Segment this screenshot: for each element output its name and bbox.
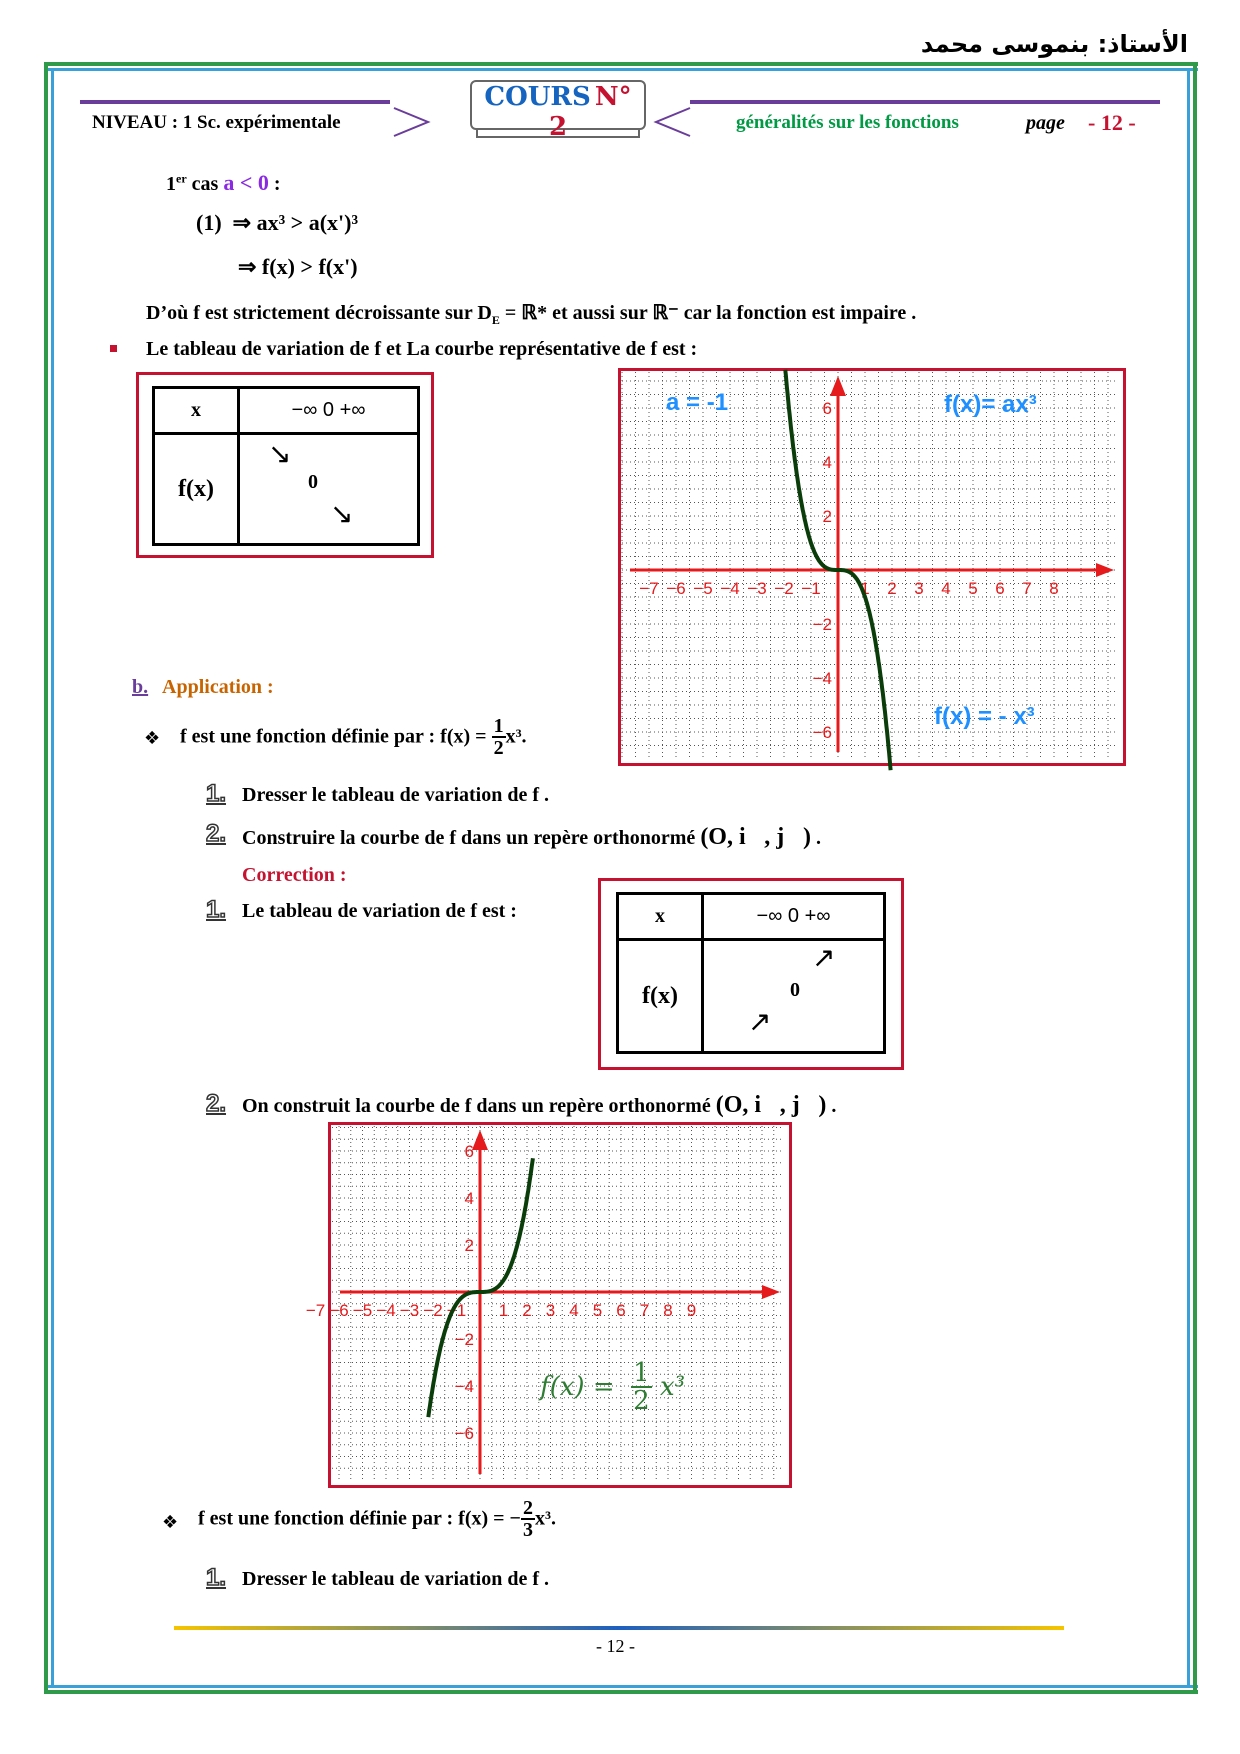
x-tick-label: −1 xyxy=(446,1301,467,1320)
table2-range: −∞ 0 +∞ xyxy=(703,894,885,940)
case-line1 xyxy=(196,210,358,236)
x-tick-label: −7 xyxy=(639,579,659,598)
x-tick-label: 1 xyxy=(498,1301,509,1320)
x-tick-label: 4 xyxy=(941,579,951,598)
table2-fx-label: f(x) xyxy=(618,940,703,1053)
correction-title: Correction : xyxy=(242,864,347,886)
footer-page-number: - 12 - xyxy=(596,1636,635,1656)
x-tick-label: 7 xyxy=(639,1301,650,1320)
c1-number: 1. xyxy=(206,896,227,923)
case-label-sup: er xyxy=(176,171,187,186)
x-axis-arrow xyxy=(1096,563,1114,577)
left-border-blue xyxy=(51,68,54,1688)
table1-range: −∞ 0 +∞ xyxy=(239,388,419,434)
y-tick-label: 2 xyxy=(822,507,832,526)
x-tick-label: −5 xyxy=(352,1301,373,1320)
graph1-plot xyxy=(622,372,1118,758)
y-tick-label: −4 xyxy=(812,669,832,688)
header-bar-left xyxy=(80,100,390,104)
item1-text: f est une fonction définie par : f(x) = xyxy=(180,725,492,748)
left-border-green xyxy=(44,62,48,1694)
table1 xyxy=(152,386,420,546)
table2 xyxy=(616,892,886,1054)
y-tick-label: 6 xyxy=(822,399,832,418)
teacher-name: الأستاذ: بنموسى محمد xyxy=(920,30,1188,58)
y-tick-label: 4 xyxy=(464,1189,474,1208)
header-arrow-left xyxy=(392,102,432,142)
graph1-label-curve: f(x) = - x³ xyxy=(934,703,1035,730)
header-arrow-right xyxy=(652,102,692,142)
x-tick-label: 2 xyxy=(887,579,897,598)
intro-bullet-text: Le tableau de variation de f et La courbe représentative de f est : xyxy=(146,338,698,360)
q2-text: Construire la courbe de f dans un repère orthonormé xyxy=(242,827,701,849)
q1-text: Dresser le tableau de variation de f . xyxy=(242,784,550,806)
conclusion-text-c: et aussi sur ℝ⁻ car la fonction est impaire . xyxy=(552,302,917,324)
table1-arrow-bottom: ↘ xyxy=(330,499,354,530)
q2-dot: . xyxy=(810,827,821,849)
case-label-num: 1 xyxy=(166,173,176,195)
table2-x-label: x xyxy=(618,894,703,940)
q2-repere: (O, i⃗, j⃗) xyxy=(700,824,811,850)
x-tick-label: 1 xyxy=(860,579,870,598)
x-tick-label: 7 xyxy=(1022,579,1032,598)
conclusion-sub: E xyxy=(491,313,500,327)
top-border-green xyxy=(44,62,1198,66)
diamond-bullet-1: ❖ xyxy=(144,728,161,749)
diamond-bullet-2: ❖ xyxy=(162,1512,179,1533)
y-tick-label: −6 xyxy=(454,1424,474,1443)
q1-number: 1. xyxy=(206,780,227,807)
item2-definition xyxy=(198,1498,556,1540)
y-tick-label: −2 xyxy=(454,1330,474,1349)
graph1-label-fx: f(x)= ax³ xyxy=(944,391,1037,418)
y-tick-label: −6 xyxy=(812,723,832,742)
y-tick-label: 4 xyxy=(822,453,832,472)
page-number-header: - 12 - xyxy=(1088,110,1136,135)
bottom-border-green xyxy=(44,1690,1198,1694)
graph2-formula xyxy=(540,1360,685,1414)
item2-den: 3 xyxy=(522,1519,533,1541)
graph2-plot xyxy=(305,1126,784,1480)
case-label xyxy=(166,170,281,196)
x-tick-label: −2 xyxy=(423,1301,443,1320)
x-tick-label: −6 xyxy=(666,579,686,598)
q2-line xyxy=(242,824,821,851)
table2-arrow-bottom: ↗ xyxy=(748,1007,772,1038)
topic-label: généralités sur les fonctions xyxy=(736,112,959,133)
c2-number: 2. xyxy=(206,1090,227,1117)
x-axis-arrow xyxy=(762,1285,780,1299)
x-tick-label: −3 xyxy=(747,579,767,598)
graph2-formula-num: 1 xyxy=(633,1358,650,1388)
case-conclusion xyxy=(146,300,916,328)
y-axis-arrow xyxy=(472,1130,488,1150)
table1-zero: 0 xyxy=(308,471,318,493)
q3-text: Dresser le tableau de variation de f . xyxy=(242,1568,550,1590)
table2-zero: 0 xyxy=(790,979,800,1001)
graph2-formula-frac xyxy=(631,1360,652,1414)
conclusion-text-b: = ℝ* xyxy=(499,302,553,324)
cours-banner-ribbon xyxy=(476,128,640,138)
bottom-border-blue xyxy=(44,1685,1198,1688)
application-letter: b. xyxy=(132,676,149,698)
x-tick-label: −1 xyxy=(801,579,821,598)
table1-fx-label: f(x) xyxy=(154,434,239,545)
header-bar-right xyxy=(690,100,1160,104)
table1-arrow-top: ↘ xyxy=(268,439,292,470)
item1-den: 2 xyxy=(493,737,504,759)
x-tick-label: 3 xyxy=(545,1301,556,1320)
y-axis-arrow xyxy=(830,376,846,396)
case-line2: ⇒ f(x) > f(x') xyxy=(238,254,358,279)
x-tick-label: 4 xyxy=(569,1301,579,1320)
x-tick-label: 2 xyxy=(522,1301,532,1320)
case-label-word: cas xyxy=(186,173,224,195)
x-tick-label: −6 xyxy=(329,1301,349,1320)
x-tick-label: 8 xyxy=(663,1301,673,1320)
case-colon: : xyxy=(268,173,281,195)
item1-num: 1 xyxy=(493,715,504,737)
item1-x3: x³. xyxy=(505,725,527,748)
y-tick-label: 2 xyxy=(464,1236,474,1255)
c2-text: On construit la courbe de f dans un repère orthonormé xyxy=(242,1095,716,1117)
table2-arrow-top: ↗ xyxy=(812,943,836,974)
x-tick-label: 6 xyxy=(995,579,1005,598)
conclusion-text-a: D’où f est strictement décroissante sur D xyxy=(146,302,492,324)
c2-line xyxy=(242,1092,836,1119)
x-tick-label: −3 xyxy=(399,1301,420,1320)
cours-banner xyxy=(470,80,646,142)
x-tick-label: 5 xyxy=(968,579,978,598)
right-border-green xyxy=(1193,62,1197,1694)
x-tick-label: 8 xyxy=(1049,579,1059,598)
niveau-label: NIVEAU : 1 Sc. expérimentale xyxy=(92,112,341,133)
bullet-square xyxy=(110,345,117,352)
table1-variation xyxy=(239,434,419,545)
y-tick-label: −2 xyxy=(812,615,832,634)
x-tick-label: −5 xyxy=(693,579,713,598)
right-border-blue xyxy=(1187,68,1190,1688)
x-tick-label: 9 xyxy=(686,1301,697,1320)
table2-variation xyxy=(703,940,885,1053)
item2-text: f est une fonction définie par : f(x) = − xyxy=(198,1507,521,1530)
item1-definition xyxy=(180,716,527,758)
graph2-formula-den: 2 xyxy=(633,1386,650,1416)
item2-x3: x³. xyxy=(534,1507,556,1530)
graph1-label-a: a = -1 xyxy=(666,389,729,416)
c1-text: Le tableau de variation de f est : xyxy=(242,900,517,922)
table1-x-label: x xyxy=(154,388,239,434)
application-heading xyxy=(132,676,274,699)
x-tick-label: 6 xyxy=(616,1301,626,1320)
cours-label: COURS xyxy=(484,82,591,112)
y-tick-label: 6 xyxy=(464,1142,474,1161)
application-title: Application : xyxy=(162,676,274,698)
c2-repere: (O, i⃗, j⃗) xyxy=(715,1092,827,1118)
x-tick-label: −4 xyxy=(376,1301,396,1320)
footer-line xyxy=(174,1626,1064,1630)
q3-number: 1. xyxy=(206,1564,227,1591)
top-border-blue xyxy=(44,68,1198,71)
x-tick-label: −7 xyxy=(305,1301,326,1320)
item1-fraction xyxy=(492,716,506,758)
q2-number: 2. xyxy=(206,820,227,847)
x-tick-label: 3 xyxy=(914,579,924,598)
x-tick-label: 5 xyxy=(592,1301,603,1320)
graph2-formula-b: x³ xyxy=(659,1372,686,1402)
item2-num: 2 xyxy=(522,1497,533,1519)
graph2-formula-a: f(x) = xyxy=(540,1372,623,1402)
case-line1-expr: ⇒ ax³ > a(x')³ xyxy=(232,210,359,235)
item2-fraction xyxy=(521,1498,535,1540)
c2-dot: . xyxy=(826,1095,837,1117)
x-tick-label: −4 xyxy=(720,579,740,598)
cours-number: N° 2 xyxy=(548,82,632,142)
case-line1-tag: (1) xyxy=(196,210,222,235)
x-tick-label: −2 xyxy=(774,579,794,598)
y-tick-label: −4 xyxy=(454,1377,474,1396)
case-condition: a < 0 xyxy=(223,170,269,195)
page-word: page xyxy=(1026,112,1065,134)
